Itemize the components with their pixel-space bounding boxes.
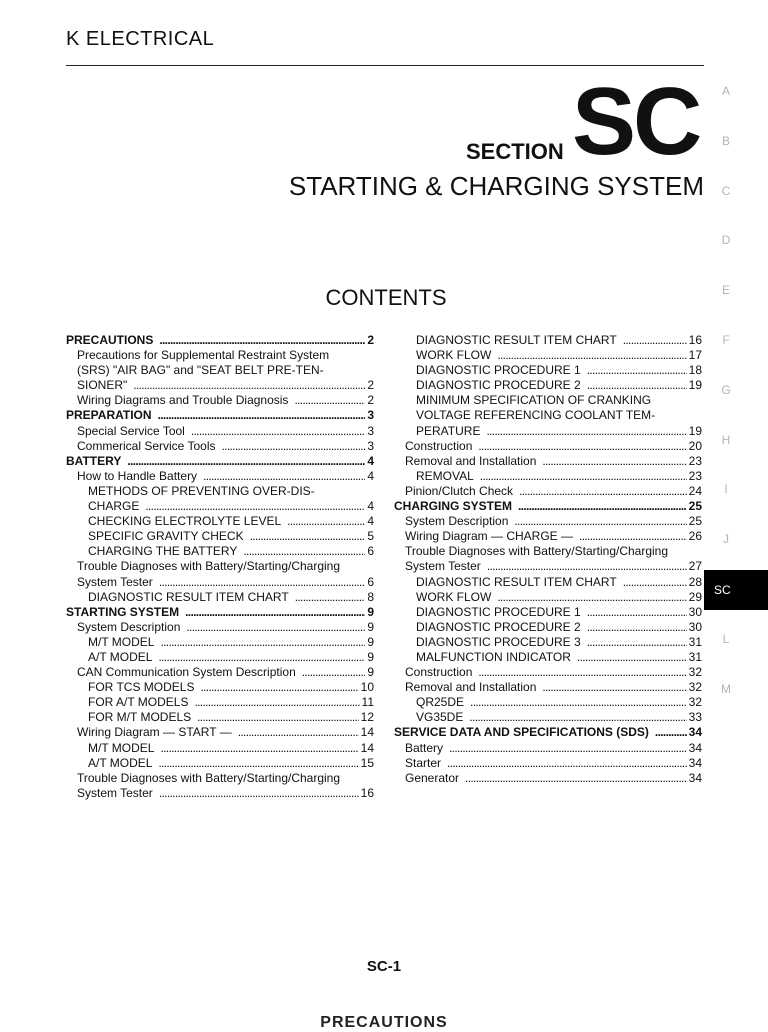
toc-dot-leader (487, 559, 687, 574)
toc-entry-title: DIAGNOSTIC RESULT ITEM CHART (88, 589, 289, 604)
toc-entry-page: 14 (360, 740, 374, 755)
toc-entry-page: 27 (688, 559, 702, 574)
toc-dot-leader (497, 348, 686, 363)
toc-dot-leader (587, 635, 687, 650)
toc-dot-leader (197, 710, 359, 725)
toc-entry-page: 28 (688, 574, 702, 589)
toc-entry-title: WORK FLOW (416, 589, 492, 604)
toc-entry-title: Battery (405, 740, 444, 755)
toc-entry-page: 24 (688, 483, 702, 498)
toc-entry[interactable] (394, 408, 702, 423)
toc-entry-title: (SRS) "AIR BAG" and "SEAT BELT PRE-TEN- (77, 363, 324, 378)
toc-entry[interactable] (66, 725, 374, 740)
toc-entry[interactable] (394, 454, 702, 469)
toc-entry-page: 11 (361, 695, 374, 710)
toc-dot-leader (519, 484, 687, 499)
toc-entry[interactable] (66, 544, 374, 559)
toc-entry[interactable] (394, 439, 702, 454)
toc-entry[interactable] (394, 710, 702, 725)
section-tab-g[interactable]: G (721, 382, 731, 397)
toc-entry[interactable] (66, 771, 374, 786)
toc-dot-leader (579, 529, 687, 544)
toc-entry[interactable] (394, 590, 702, 605)
toc-entry-page: 9 (367, 619, 374, 634)
toc-entry-page: 19 (688, 423, 702, 438)
toc-entry[interactable] (66, 695, 374, 710)
toc-entry[interactable] (394, 756, 702, 771)
section-tab-a[interactable]: A (721, 84, 730, 98)
toc-entry-title: DIAGNOSTIC PROCEDURE 1 (416, 363, 581, 378)
toc-entry[interactable] (66, 605, 374, 620)
toc-dot-leader (542, 454, 686, 469)
toc-entry-page: 26 (688, 529, 702, 544)
toc-entry-page: 25 (688, 499, 702, 514)
toc-entry-title: System Description (405, 514, 509, 529)
toc-entry-page: 25 (688, 514, 702, 529)
toc-dot-leader (655, 725, 687, 740)
toc-dot-leader (469, 710, 686, 725)
toc-entry-page: 4 (367, 499, 374, 514)
toc-entry-page: 2 (367, 333, 374, 347)
toc-entry-page: 2 (367, 378, 374, 393)
toc-dot-leader (542, 680, 686, 695)
toc-dot-leader (478, 665, 686, 680)
toc-entry-title: VG35DE (416, 710, 464, 725)
toc-entry[interactable] (394, 393, 702, 408)
toc-entry[interactable] (66, 333, 374, 348)
toc-entry[interactable] (394, 333, 702, 348)
toc-dot-leader (159, 333, 365, 348)
toc-dot-leader (623, 333, 687, 348)
toc-dot-leader (587, 620, 687, 635)
toc-entry[interactable] (394, 771, 702, 786)
toc-entry-title: CHARGING THE BATTERY (88, 544, 238, 559)
toc-dot-leader (447, 756, 687, 771)
toc-dot-leader (238, 725, 359, 740)
toc-entry-title: CHARGING SYSTEM (394, 499, 513, 514)
section-label: SECTION (466, 139, 564, 164)
toc-dot-leader (133, 378, 365, 393)
toc-entry[interactable] (66, 786, 374, 801)
toc-entry-title: REMOVAL (416, 468, 474, 483)
toc-dot-leader (250, 529, 366, 544)
toc-entry[interactable] (394, 665, 702, 680)
toc-entry-title: PERATURE (416, 423, 481, 438)
toc-entry-title: Construction (405, 438, 473, 453)
toc-entry[interactable] (66, 484, 374, 499)
toc-dot-leader (158, 756, 358, 771)
toc-entry-title: MINIMUM SPECIFICATION OF CRANKING (416, 393, 652, 408)
toc-entry-title: WORK FLOW (416, 348, 492, 363)
toc-entry[interactable] (394, 620, 702, 635)
toc-entry[interactable] (66, 529, 374, 544)
toc-entry-page: 15 (360, 755, 374, 770)
toc-entry[interactable] (394, 424, 702, 439)
toc-entry-page: 2 (367, 393, 374, 408)
toc-entry-title: SPECIFIC GRAVITY CHECK (88, 529, 244, 544)
toc-entry-title: STARTING SYSTEM (66, 604, 180, 619)
toc-dot-leader (287, 514, 365, 529)
toc-entry-title: SERVICE DATA AND SPECIFICATIONS (SDS) (394, 725, 649, 740)
toc-dot-leader (518, 499, 687, 514)
toc-dot-leader (222, 439, 366, 454)
section-tab-f[interactable]: F (722, 333, 730, 347)
toc-entry-page: 17 (688, 348, 702, 363)
toc-dot-leader (159, 786, 359, 801)
toc-entry-title: A/T MODEL (88, 649, 153, 664)
toc-entry-title: FOR TCS MODELS (88, 680, 195, 695)
toc-entry-page: 16 (360, 785, 374, 800)
toc-entry-title: Precautions for Supplemental Restraint System (77, 348, 330, 363)
toc-entry-page: 34 (688, 755, 702, 770)
toc-entry[interactable] (66, 439, 374, 454)
toc-entry[interactable] (66, 499, 374, 514)
toc-entry-title: Wiring Diagrams and Trouble Diagnosis (77, 393, 289, 408)
toc-entry[interactable] (394, 544, 702, 559)
toc-entry-page: 10 (360, 680, 374, 695)
toc-dot-leader (158, 408, 366, 423)
toc-dot-leader (587, 378, 687, 393)
toc-entry-title: System Tester (77, 574, 153, 589)
toc-dot-leader (497, 590, 686, 605)
toc-entry[interactable] (66, 348, 374, 363)
toc-dot-leader (243, 544, 365, 559)
toc-entry-title: Commerical Service Tools (77, 438, 216, 453)
toc-entry-page: 4 (367, 514, 374, 529)
section-tab-h[interactable]: H (721, 432, 731, 447)
toc-entry-title: A/T MODEL (88, 755, 153, 770)
toc-dot-leader (480, 469, 687, 484)
toc-entry-title: Trouble Diagnoses with Battery/Starting/Charging (77, 770, 341, 785)
toc-dot-leader (160, 635, 365, 650)
toc-entry-title: PRECAUTIONS (66, 333, 154, 347)
toc-entry[interactable] (66, 710, 374, 725)
toc-entry[interactable] (394, 499, 702, 514)
toc-entry-title: M/T MODEL (88, 634, 155, 649)
toc-entry-title: System Description (77, 619, 181, 634)
toc-dot-leader (294, 393, 365, 408)
section-title: STARTING & CHARGING SYSTEM (288, 171, 704, 201)
toc-entry-title: BATTERY (66, 453, 122, 468)
toc-entry-page: 12 (360, 710, 374, 725)
section-tab-l[interactable]: L (722, 631, 730, 646)
toc-entry-page: 5 (367, 529, 374, 544)
toc-dot-leader (185, 605, 365, 620)
toc-entry[interactable] (394, 559, 702, 574)
toc-entry-page: 34 (688, 770, 702, 785)
toc-dot-leader (160, 741, 358, 756)
toc-entry-page: 3 (367, 408, 374, 423)
toc-entry-page: 9 (367, 604, 374, 619)
toc-entry-title: DIAGNOSTIC PROCEDURE 1 (416, 604, 581, 619)
toc-entry-page: 30 (688, 619, 702, 634)
toc-entry-page: 29 (688, 589, 702, 604)
toc-entry[interactable] (394, 575, 702, 590)
toc-entry-page: 14 (360, 725, 374, 740)
toc-entry[interactable] (394, 635, 702, 650)
toc-entry-page: 3 (367, 423, 374, 438)
toc-entry-page: 9 (367, 634, 374, 649)
toc-entry[interactable] (66, 650, 374, 665)
toc-entry-page: 4 (367, 453, 374, 468)
toc-entry-page: 34 (688, 725, 702, 740)
toc-entry[interactable] (394, 469, 702, 484)
toc-entry-page: 32 (688, 695, 702, 710)
toc-entry[interactable] (394, 348, 702, 363)
toc-dot-leader (449, 741, 687, 756)
toc-entry[interactable] (66, 575, 374, 590)
section-tab-j[interactable]: J (723, 532, 729, 547)
contents-title: CONTENTS (325, 285, 447, 310)
toc-dot-leader (158, 650, 365, 665)
toc-entry[interactable] (66, 590, 374, 605)
toc-entry-title: Wiring Diagram — CHARGE — (405, 529, 574, 544)
toc-entry[interactable] (394, 741, 702, 756)
toc-entry[interactable] (66, 424, 374, 439)
toc-entry[interactable] (394, 484, 702, 499)
toc-entry-title: METHODS OF PREVENTING OVER-DIS- (88, 483, 315, 498)
toc-entry-title: Special Service Tool (77, 423, 185, 438)
toc-dot-leader (159, 575, 366, 590)
toc-entry-page: 18 (688, 363, 702, 378)
toc-entry-title: CAN Communication System Description (77, 665, 296, 680)
header-divider (66, 65, 704, 66)
toc-dot-leader (200, 680, 358, 695)
toc-entry-page: 9 (367, 665, 374, 680)
toc-entry-title: DIAGNOSTIC PROCEDURE 2 (416, 619, 581, 634)
next-page-heading: PRECAUTIONS (320, 1014, 448, 1031)
section-tab-d[interactable]: D (721, 233, 731, 248)
toc-entry-page: 30 (688, 604, 702, 619)
toc-entry-title: System Tester (405, 559, 481, 574)
toc-left-column (66, 333, 374, 801)
toc-entry-title: QR25DE (416, 695, 465, 710)
toc-dot-leader (577, 650, 687, 665)
toc-entry-title: DIAGNOSTIC PROCEDURE 2 (416, 378, 581, 393)
toc-entry[interactable] (66, 559, 374, 574)
toc-entry-page: 6 (367, 574, 374, 589)
toc-dot-leader (191, 424, 365, 439)
toc-entry-page: 3 (367, 438, 374, 453)
toc-entry-title: FOR A/T MODELS (88, 695, 189, 710)
toc-entry-page: 4 (367, 468, 374, 483)
toc-entry[interactable] (66, 741, 374, 756)
toc-entry[interactable] (66, 363, 374, 378)
toc-dot-leader (194, 695, 359, 710)
toc-dot-leader (145, 499, 365, 514)
section-tab-b[interactable]: B (721, 133, 730, 148)
toc-entry-page: 20 (688, 438, 702, 453)
toc-entry[interactable] (394, 725, 702, 740)
toc-entry-title: Removal and Installation (405, 453, 537, 468)
toc-entry[interactable] (394, 605, 702, 620)
toc-entry-title: Removal and Installation (405, 680, 537, 695)
toc-entry-title: How to Handle Battery (77, 468, 198, 483)
toc-dot-leader (295, 590, 366, 605)
section-tab-c[interactable]: C (721, 183, 731, 198)
toc-right-column (394, 333, 702, 786)
toc-entry[interactable] (394, 363, 702, 378)
toc-entry[interactable] (66, 635, 374, 650)
toc-entry[interactable] (394, 529, 702, 544)
toc-entry-title: VOLTAGE REFERENCING COOLANT TEM- (416, 408, 656, 423)
toc-entry[interactable] (66, 393, 374, 408)
toc-entry-page: 9 (367, 649, 374, 664)
toc-entry-title: SIONER" (77, 378, 128, 393)
toc-dot-leader (465, 771, 687, 786)
toc-entry[interactable] (66, 514, 374, 529)
toc-entry-page: 8 (367, 589, 374, 604)
toc-entry[interactable] (66, 378, 374, 393)
toc-entry-page: 23 (688, 453, 702, 468)
toc-entry[interactable] (66, 756, 374, 771)
toc-entry-page: 16 (688, 333, 702, 347)
toc-entry-title: Pinion/Clutch Check (405, 483, 514, 498)
toc-entry[interactable] (66, 454, 374, 469)
toc-dot-leader (478, 439, 686, 454)
toc-entry-title: System Tester (77, 785, 153, 800)
toc-entry-title: Trouble Diagnoses with Battery/Starting/Charging (405, 544, 669, 559)
toc-entry[interactable] (66, 408, 374, 423)
toc-entry-title: DIAGNOSTIC RESULT ITEM CHART (416, 574, 617, 589)
toc-dot-leader (186, 620, 365, 635)
toc-dot-leader (203, 469, 365, 484)
page-number: SC-1 (366, 958, 402, 975)
toc-entry-page: 32 (688, 665, 702, 680)
toc-entry[interactable] (394, 650, 702, 665)
toc-entry-title: Starter (405, 755, 442, 770)
toc-dot-leader (587, 363, 687, 378)
toc-entry[interactable] (394, 680, 702, 695)
toc-entry[interactable] (66, 680, 374, 695)
toc-entry[interactable] (394, 695, 702, 710)
toc-dot-leader (587, 605, 687, 620)
toc-entry-title: MALFUNCTION INDICATOR (416, 649, 571, 664)
toc-entry-page: 19 (688, 378, 702, 393)
toc-entry[interactable] (66, 469, 374, 484)
toc-entry-title: Wiring Diagram — START — (77, 725, 232, 740)
toc-entry-title: CHARGE (88, 499, 140, 514)
section-tab-sc[interactable]: SC (704, 570, 768, 610)
toc-entry-title: DIAGNOSTIC PROCEDURE 3 (416, 634, 581, 649)
toc-dot-leader (127, 454, 365, 469)
toc-entry-page: 23 (688, 468, 702, 483)
toc-entry-title: PREPARATION (66, 408, 152, 423)
toc-entry-page: 33 (688, 710, 702, 725)
section-tab-m[interactable]: M (721, 681, 731, 696)
toc-entry[interactable] (394, 514, 702, 529)
toc-dot-leader (486, 424, 686, 439)
toc-entry-title: Construction (405, 665, 473, 680)
toc-entry-page: 34 (688, 740, 702, 755)
toc-entry-title: DIAGNOSTIC RESULT ITEM CHART (416, 333, 617, 347)
toc-dot-leader (302, 665, 366, 680)
toc-entry[interactable] (394, 378, 702, 393)
toc-entry-page: 31 (688, 649, 702, 664)
section-tab-e[interactable]: E (721, 283, 730, 298)
header-title: K ELECTRICAL (66, 28, 215, 50)
toc-entry-title: Trouble Diagnoses with Battery/Starting/Charging (77, 559, 341, 574)
toc-entry-page: 32 (688, 680, 702, 695)
toc-entry[interactable] (66, 620, 374, 635)
section-tab-i[interactable]: I (724, 482, 728, 497)
toc-entry-title: Generator (405, 770, 460, 785)
toc-entry[interactable] (66, 665, 374, 680)
toc-dot-leader (623, 575, 687, 590)
toc-entry-title: M/T MODEL (88, 740, 155, 755)
toc-entry-page: 6 (367, 544, 374, 559)
toc-entry-title: FOR M/T MODELS (88, 710, 192, 725)
toc-dot-leader (514, 514, 686, 529)
toc-entry-page: 31 (688, 634, 702, 649)
section-code: SC (572, 68, 700, 175)
toc-dot-leader (470, 695, 687, 710)
toc-entry-title: CHECKING ELECTROLYTE LEVEL (88, 514, 282, 529)
